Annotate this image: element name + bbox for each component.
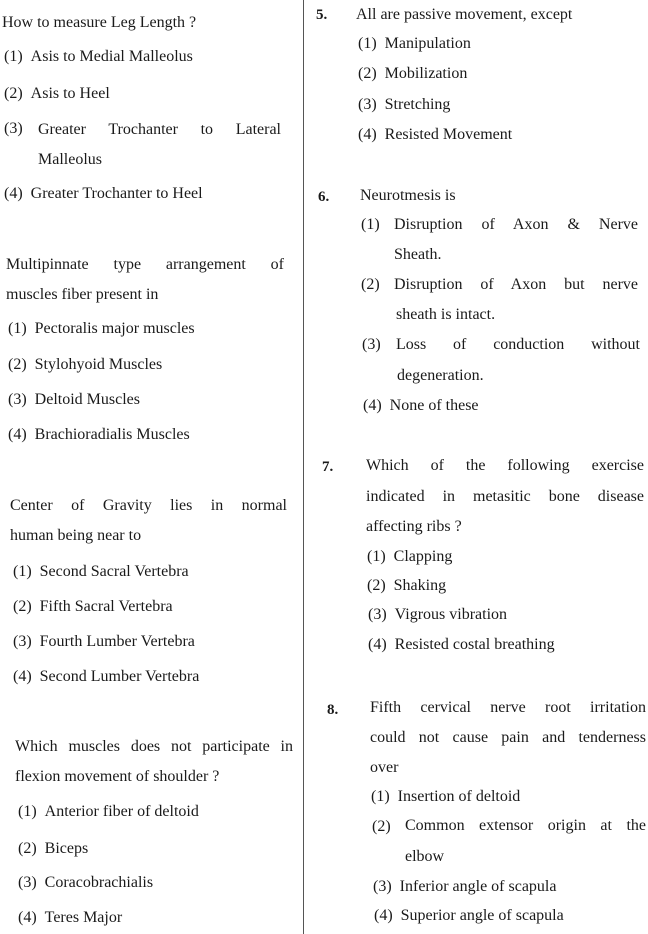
option[interactable] (8, 320, 195, 338)
option-text: Deltoid Muscles (34, 391, 140, 408)
option[interactable] (13, 633, 195, 651)
option-text: Mobilization (384, 65, 468, 82)
question-stem: flexion movement of shoulder ? (15, 768, 220, 785)
option-text: Loss of conduction without (396, 336, 640, 353)
option-text: Malleolus (38, 151, 102, 168)
option-text: Resisted Movement (384, 126, 513, 143)
option[interactable] (8, 391, 140, 409)
option-text: Insertion of deltoid (397, 788, 521, 805)
option[interactable] (358, 96, 450, 114)
question-stem: over (370, 759, 399, 776)
option[interactable] (4, 48, 193, 66)
option-index: (3) (368, 606, 387, 623)
question-stem: Neurotmesis is (360, 187, 456, 204)
option[interactable] (18, 874, 153, 892)
option[interactable] (13, 598, 173, 616)
option[interactable] (4, 120, 31, 138)
option[interactable] (4, 85, 110, 103)
option-text: Fifth Sacral Vertebra (39, 598, 173, 615)
option[interactable] (372, 818, 399, 836)
option[interactable] (367, 548, 452, 566)
question-stem: Multipinnate type arrangement of (6, 256, 284, 273)
option-text: Pectoralis major muscles (34, 320, 195, 337)
option-index: (4) (374, 907, 393, 924)
option[interactable] (358, 126, 512, 144)
option-index: (4) (363, 397, 382, 414)
option-index: (1) (18, 803, 37, 820)
option-text: sheath is intact. (396, 306, 496, 323)
option[interactable] (358, 65, 467, 83)
option-index: (3) (4, 120, 23, 137)
option-index: (1) (8, 320, 27, 337)
option-index: (2) (13, 598, 32, 615)
option-text: Asis to Medial Malleolus (30, 48, 193, 65)
option-index: (1) (13, 563, 32, 580)
option-index: (4) (8, 426, 27, 443)
option[interactable] (18, 803, 199, 821)
option-text: Manipulation (384, 35, 471, 52)
option-index: (3) (18, 874, 37, 891)
option-index: (3) (373, 878, 392, 895)
option-index: (2) (8, 356, 27, 373)
option-text: elbow (405, 848, 445, 865)
option-index: (4) (4, 185, 23, 202)
option-index: (3) (13, 633, 32, 650)
question-stem: All are passive movement, except (356, 6, 573, 23)
option[interactable] (368, 606, 507, 624)
option[interactable] (358, 35, 471, 53)
option-index: (1) (371, 788, 390, 805)
option-text: Resisted costal breathing (394, 636, 555, 653)
option-index: (3) (358, 96, 377, 113)
option-index: (2) (18, 840, 37, 857)
option-text: Coracobrachialis (44, 874, 154, 891)
question-number: 8. (327, 702, 339, 718)
question-stem: How to measure Leg Length ? (2, 14, 197, 31)
option-index: (1) (358, 35, 377, 52)
option-text: Clapping (393, 548, 453, 565)
option[interactable] (367, 577, 446, 595)
option[interactable] (363, 397, 479, 415)
option-text: Greater Trochanter to Heel (30, 185, 203, 202)
option[interactable] (13, 668, 199, 686)
question-number: 6. (318, 189, 330, 205)
question-stem: could not cause pain and tenderness (370, 729, 646, 746)
option-text: Asis to Heel (30, 85, 110, 102)
option[interactable] (362, 336, 389, 354)
option[interactable] (13, 563, 189, 581)
option-text: Anterior fiber of deltoid (44, 803, 199, 820)
option-index: (1) (361, 216, 380, 233)
option-text: Vigrous vibration (394, 606, 508, 623)
option[interactable] (4, 185, 203, 203)
question-number: 5. (316, 7, 328, 23)
option-index: (4) (13, 668, 32, 685)
option[interactable] (374, 907, 564, 925)
option-text: Common extensor origin at the (405, 817, 646, 834)
column-divider (303, 0, 304, 934)
option[interactable] (371, 788, 520, 806)
option-text: Sheath. (394, 246, 442, 263)
question-stem: Fifth cervical nerve root irritation (370, 699, 646, 716)
option-text: degeneration. (397, 367, 484, 384)
option-index: (2) (372, 818, 391, 835)
option-index: (2) (358, 65, 377, 82)
question-number: 7. (322, 459, 334, 475)
option-text: Second Sacral Vertebra (39, 563, 189, 580)
question-stem: muscles fiber present in (6, 286, 159, 303)
option-text: Stretching (384, 96, 451, 113)
option[interactable] (8, 356, 162, 374)
option-text: Greater Trochanter to Lateral (38, 121, 281, 138)
option-index: (2) (361, 276, 380, 293)
option[interactable] (18, 909, 122, 927)
option-index: (4) (18, 909, 37, 926)
option-text: Disruption of Axon but nerve (394, 276, 638, 293)
question-stem: affecting ribs ? (366, 518, 462, 535)
option-text: Biceps (44, 840, 89, 857)
question-stem: Which muscles does not participate in (15, 738, 293, 755)
option-index: (3) (8, 391, 27, 408)
option[interactable] (368, 636, 555, 654)
option[interactable] (18, 840, 88, 858)
option-index: (3) (362, 336, 381, 353)
option-text: Fourth Lumber Vertebra (39, 633, 195, 650)
option[interactable] (373, 878, 556, 896)
question-stem: Which of the following exercise (366, 457, 644, 474)
option-text: Inferior angle of scapula (399, 878, 557, 895)
option-text: Shaking (393, 577, 447, 594)
question-stem: Center of Gravity lies in normal (10, 497, 287, 514)
option-text: None of these (389, 397, 479, 414)
option-index: (4) (358, 126, 377, 143)
option-text: Teres Major (44, 909, 123, 926)
option[interactable] (361, 276, 388, 294)
option-index: (1) (4, 48, 23, 65)
option[interactable] (361, 216, 388, 234)
question-stem: human being near to (10, 527, 142, 544)
option-index: (1) (367, 548, 386, 565)
question-stem: indicated in metasitic bone disease (366, 488, 644, 505)
option-text: Second Lumber Vertebra (39, 668, 200, 685)
option[interactable] (8, 426, 190, 444)
option-index: (4) (368, 636, 387, 653)
option-text: Superior angle of scapula (400, 907, 564, 924)
option-text: Disruption of Axon & Nerve (394, 216, 638, 233)
option-index: (2) (367, 577, 386, 594)
option-index: (2) (4, 85, 23, 102)
option-text: Stylohyoid Muscles (34, 356, 163, 373)
option-text: Brachioradialis Muscles (34, 426, 190, 443)
